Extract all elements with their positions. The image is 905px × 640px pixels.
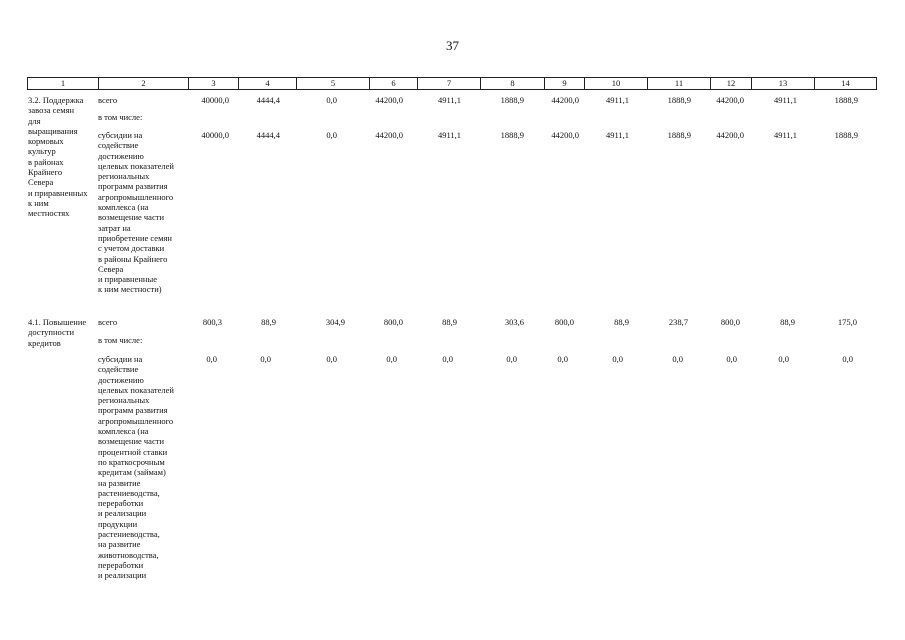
cell-value: 44200,0	[716, 130, 744, 140]
section-name: 4.1. Повышение доступности кредитов	[28, 317, 87, 348]
cell-value: 0,0	[442, 354, 453, 364]
cell-value: 1888,9	[667, 95, 691, 105]
row-label: субсидии на содействие достижению целевых показателей региональных программ развития агропромышленного комплекса (на возмещение части процентной ставки по краткосрочным кредитам (займам) на развитие растениеводства, переработки и реализации продукции растениеводства, на развитие животноводства, переработки и реализации	[98, 354, 174, 581]
cell-value: 44200,0	[375, 130, 403, 140]
cell-value: 1888,9	[667, 130, 691, 140]
cell-value: 0,0	[326, 354, 337, 364]
cell-value: 0,0	[326, 130, 337, 140]
header-col-14: 14	[814, 78, 876, 89]
cell-value: 0,0	[260, 354, 271, 364]
cell-value: 1888,9	[500, 95, 524, 105]
cell-value: 800,0	[720, 317, 740, 327]
cell-value: 4911,1	[437, 130, 461, 140]
cell-value: 304,9	[325, 317, 345, 327]
row-label: всего	[98, 95, 118, 105]
cell-value: 0,0	[842, 354, 853, 364]
cell-value: 0,0	[672, 354, 683, 364]
cell-value: 4444,4	[256, 95, 280, 105]
cell-value: 88,9	[261, 317, 276, 327]
cell-value: 4911,1	[773, 95, 797, 105]
header-col-7: 7	[417, 78, 480, 89]
header-col-1: 1	[60, 78, 66, 88]
cell-value: 1888,9	[834, 130, 858, 140]
cell-value: 44200,0	[551, 130, 579, 140]
cell-value: 40000,0	[201, 130, 229, 140]
cell-value: 4911,1	[605, 95, 629, 105]
section-name: 3.2. Поддержка завоза семян для выращивания кормовых культур в районах Крайнего Севера и приравненных к ним местностях	[28, 95, 88, 219]
cell-value: 0,0	[326, 95, 337, 105]
cell-value: 88,9	[780, 317, 795, 327]
cell-value: 0,0	[612, 354, 623, 364]
cell-value: 40000,0	[201, 95, 229, 105]
cell-value: 88,9	[442, 317, 457, 327]
cell-value: 44200,0	[716, 95, 744, 105]
cell-value: 0,0	[386, 354, 397, 364]
cell-value: 88,9	[614, 317, 629, 327]
cell-value: 0,0	[778, 354, 789, 364]
cell-value: 1888,9	[834, 95, 858, 105]
header-col-10: 10	[584, 78, 647, 89]
cell-value: 0,0	[206, 354, 217, 364]
row-label: в том числе:	[98, 335, 143, 345]
cell-value: 800,3	[202, 317, 222, 327]
header-col-13: 13	[751, 78, 814, 89]
header-col-12: 12	[710, 78, 751, 89]
cell-value: 800,0	[554, 317, 574, 327]
header-col-9: 9	[544, 78, 584, 89]
header-col-6: 6	[369, 78, 417, 89]
page-number: 37	[446, 38, 459, 53]
cell-value: 4911,1	[773, 130, 797, 140]
header-col-4: 4	[238, 78, 296, 89]
header-col-11: 11	[647, 78, 710, 89]
row-label: в том числе:	[98, 112, 143, 122]
cell-value: 44200,0	[551, 95, 579, 105]
header-col-3: 3	[188, 78, 238, 89]
cell-value: 303,6	[504, 317, 524, 327]
cell-value: 0,0	[506, 354, 517, 364]
cell-value: 800,0	[383, 317, 403, 327]
cell-value: 1888,9	[500, 130, 524, 140]
row-label: субсидии на содействие достижению целевых показателей региональных программ развития агропромышленного комплекса (на возмещение части затрат на приобретение семян с учетом доставки в районы Крайнего Севера и приравненные к ним местности)	[98, 130, 174, 295]
cell-value: 0,0	[557, 354, 568, 364]
cell-value: 4444,4	[256, 130, 280, 140]
table-header-row	[27, 77, 877, 90]
header-col-2: 2	[98, 78, 188, 89]
cell-value: 238,7	[668, 317, 688, 327]
cell-value: 4911,1	[437, 95, 461, 105]
header-col-5: 5	[296, 78, 369, 89]
header-col-8: 8	[480, 78, 544, 89]
row-label: всего	[98, 317, 118, 327]
cell-value: 0,0	[726, 354, 737, 364]
cell-value: 4911,1	[605, 130, 629, 140]
cell-value: 44200,0	[375, 95, 403, 105]
cell-value: 175,0	[837, 317, 857, 327]
